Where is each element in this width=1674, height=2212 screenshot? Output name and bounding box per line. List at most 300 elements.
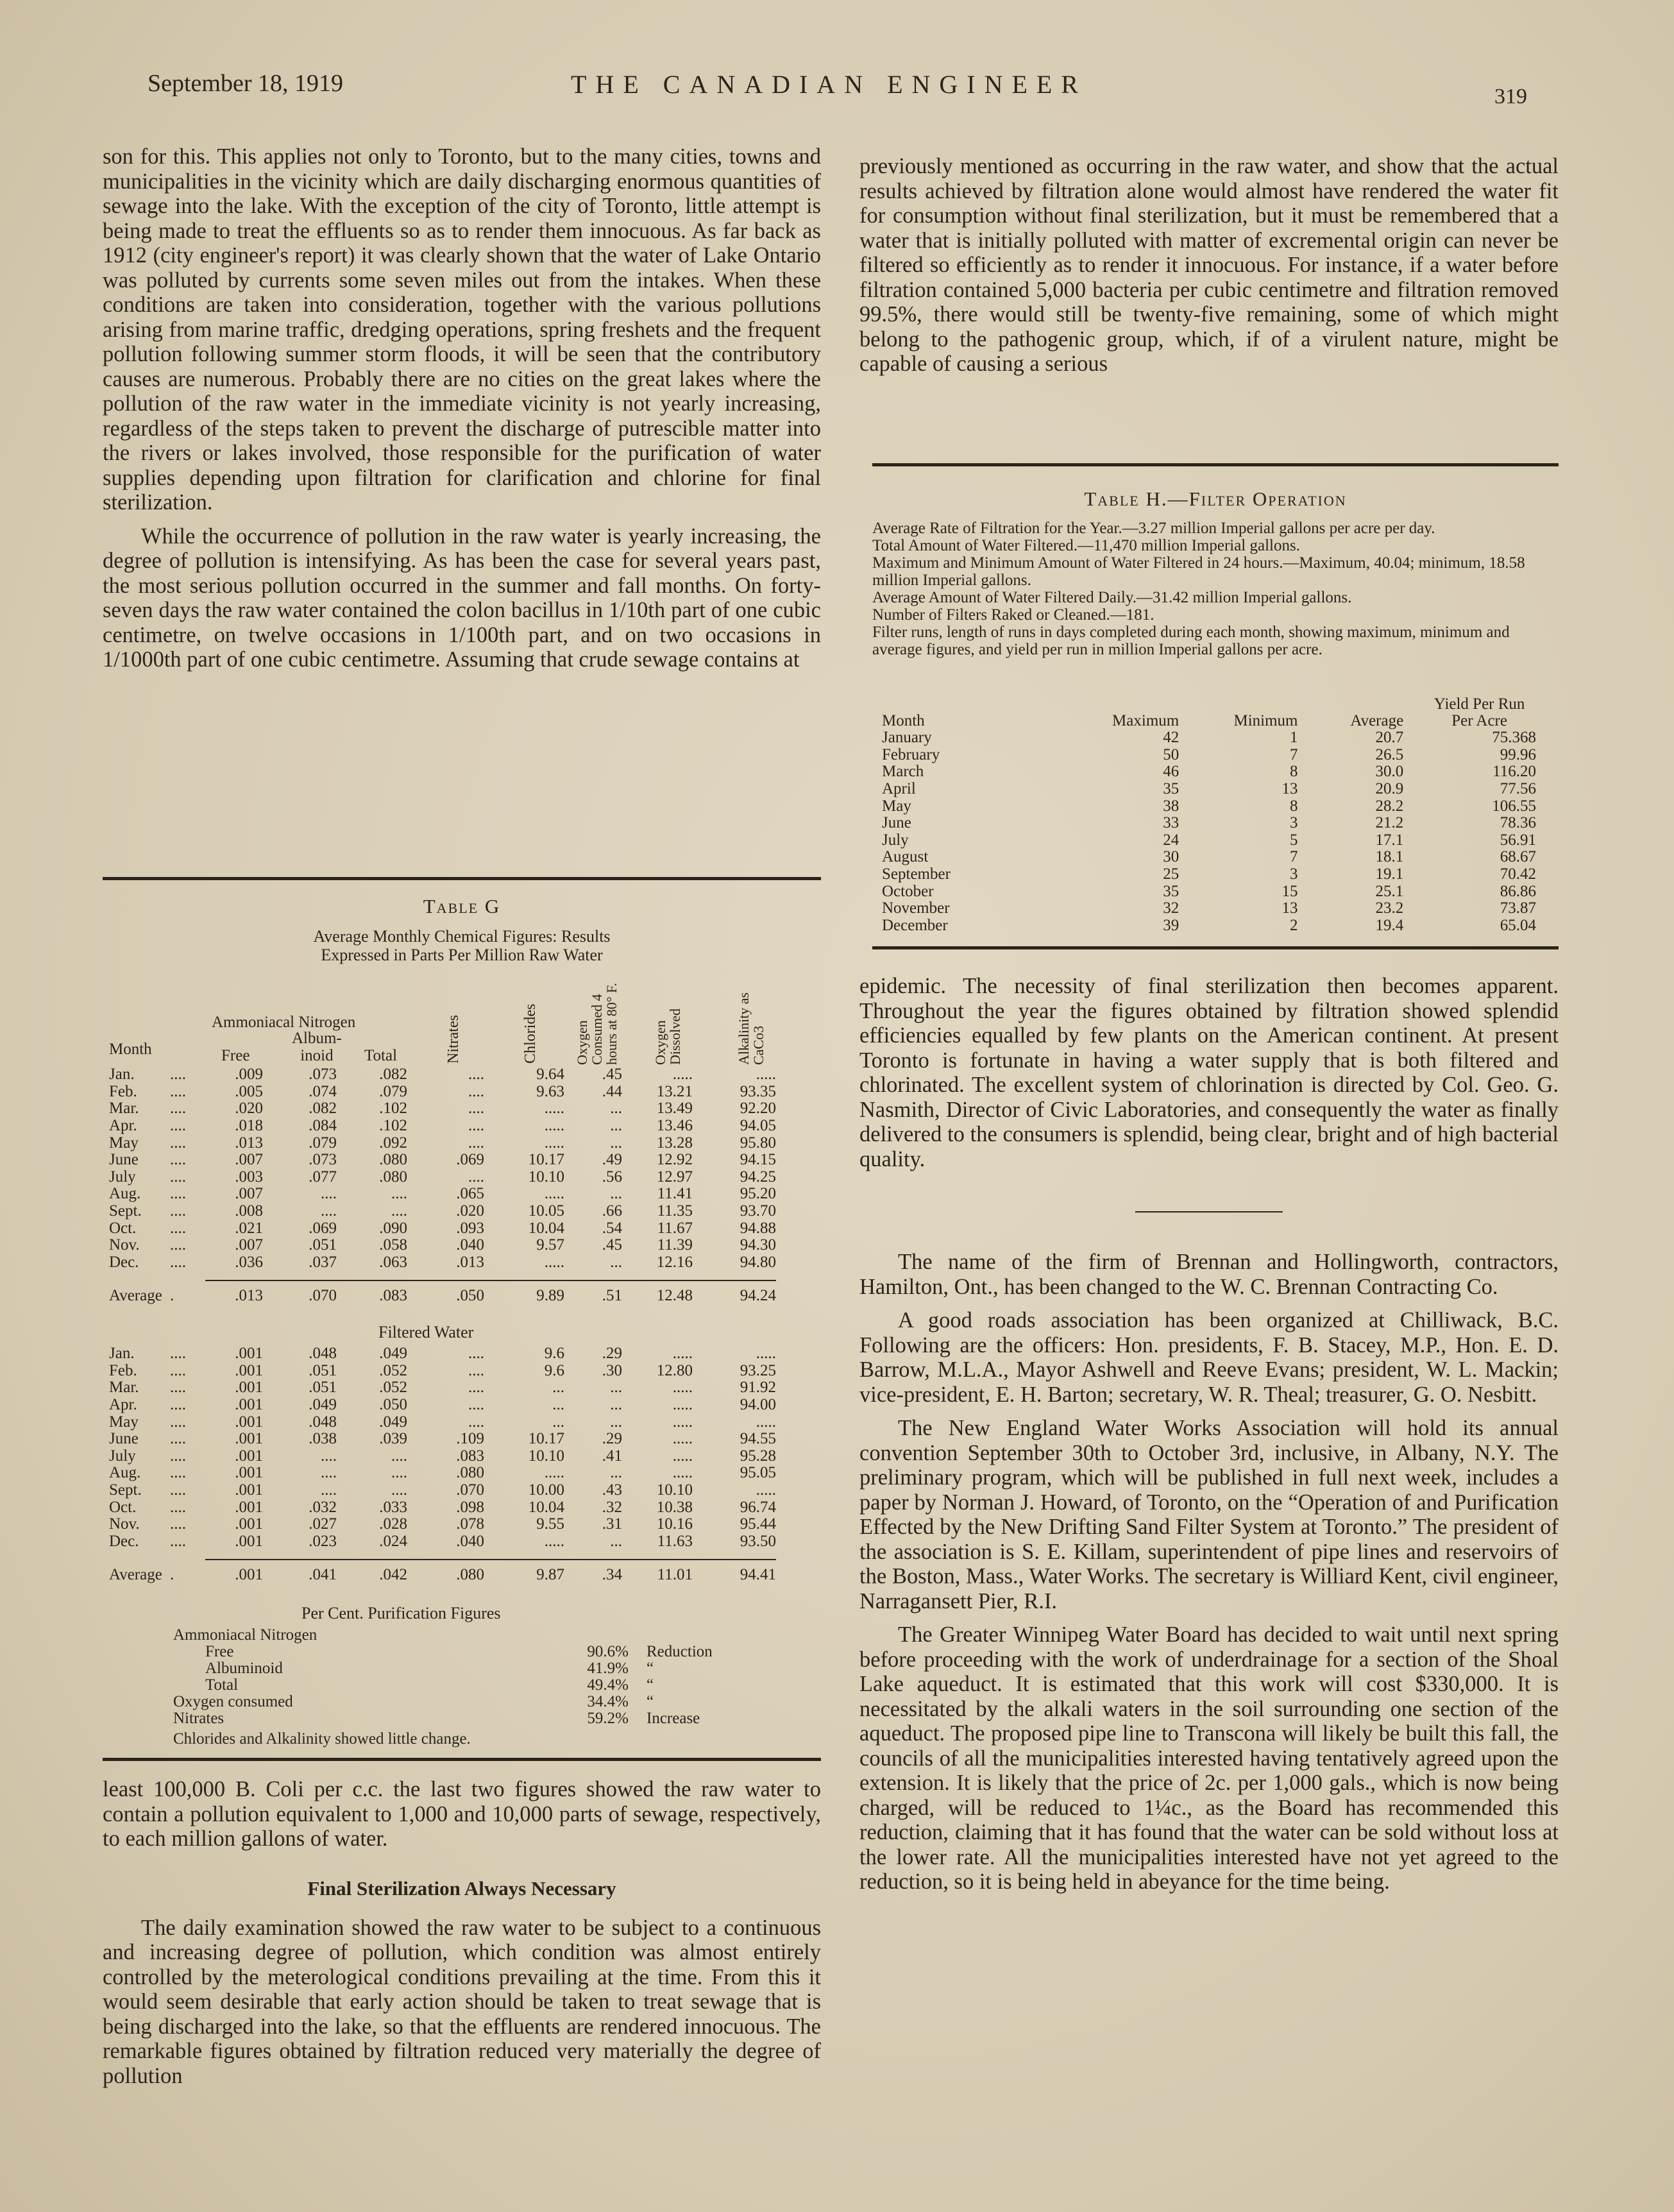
header-date: September 18, 1919: [148, 70, 344, 97]
table-cell: ....: [321, 1185, 337, 1203]
table-cell: .051: [309, 1361, 337, 1379]
table-cell: 50: [1163, 745, 1179, 763]
table-g-raw-water: [109, 1066, 776, 1271]
table-cell: .079: [309, 1134, 337, 1152]
left-column: [103, 144, 821, 672]
table-cell: Albuminoid: [205, 1660, 283, 1677]
table-cell: .001: [235, 1396, 263, 1414]
table-cell: Reduction: [647, 1643, 713, 1660]
table-cell: .033: [379, 1498, 407, 1516]
purification-row: [173, 1694, 718, 1710]
table-h-line-5: Number of Filters Raked or Cleaned.—181.: [872, 606, 1154, 624]
table-cell: .023: [309, 1532, 337, 1550]
table-cell: Nitrates: [173, 1710, 224, 1727]
left-paragraph-1: son for this. This applies not only to Toronto, but to the many cities, towns and municipalities in the vicinity which are daily discharging enormous quantities of sewage into the lake. With the exception of the city of Toronto, little attempt is being made to treat the effluents so as to render them innocuous. As far back as 1912 (city engineer's report) it was clearly shown that the water of Lake Ontario was polluted by currents some seven miles out from the intakes. When these conditions are taken into consideration, together with the various pollutions arising from marine traffic, dredging operations, spring freshets and the frequent pollution following summer storm floods, it will be seen that the contributory causes are numerous. Probably there are no cities on the great lakes where the pollution of the raw water in the immediate vicinity is not yearly increasing, regardless of the steps taken to prevent the discharge of putrescible matter into the rivers or lakes involved, those responsible for the purification of water supplies depending upon filtration for clarification and chlorine for final sterilization.: [103, 144, 821, 515]
table-cell: 25.1: [1375, 882, 1404, 900]
table-cell: .051: [309, 1379, 337, 1397]
table-cell: Jan.: [109, 1345, 135, 1363]
table-g-raw-row: [109, 1169, 776, 1186]
right-paragraph-2: epidemic. The necessity of final sterilization then becomes apparent. Throughout the year the figures obtained by filtration showed splendid efficiencies equalled by few plants on the American continent. At present Toronto is fortunate in having a water supply that is both filtered and chlorinated. The excellent system of chlorination is directed by Col. Geo. G. Nasmith, Director of Civic Laboratories, and consequently the water as finally delivered to the consumers is splendid, being clear, bright and of high bacterial quality.: [859, 974, 1559, 1171]
table-cell: 9.55: [536, 1515, 564, 1533]
table-cell: 95.20: [740, 1185, 776, 1203]
table-cell: ...: [610, 1253, 622, 1271]
table-cell: 10.17: [528, 1430, 564, 1448]
table-cell: May: [109, 1134, 139, 1152]
table-cell: .083: [456, 1447, 484, 1465]
table-h-row: [882, 747, 1555, 764]
table-g-raw-row: [109, 1220, 776, 1237]
table-cell: ....: [468, 1066, 484, 1084]
table-cell: 41.9%: [587, 1660, 629, 1677]
table-cell: ....: [170, 1361, 186, 1379]
table-cell: ....: [468, 1345, 484, 1363]
table-cell: ....: [170, 1100, 186, 1118]
table-cell: ....: [321, 1447, 337, 1465]
table-g-filtered-row: [109, 1499, 776, 1516]
table-cell: ...: [610, 1532, 622, 1550]
table-cell: Nov.: [109, 1236, 140, 1254]
table-cell: “: [647, 1693, 654, 1710]
table-cell: ....: [391, 1481, 407, 1499]
table-cell: ...: [610, 1134, 622, 1152]
table-cell: .....: [672, 1464, 693, 1482]
table-g-raw-row: [109, 1237, 776, 1254]
table-cell: .013: [235, 1134, 263, 1152]
table-cell: 26.5: [1375, 745, 1404, 763]
table-cell: 94.30: [740, 1236, 776, 1254]
table-cell: ....: [170, 1447, 186, 1465]
table-cell: Mar.: [109, 1100, 139, 1118]
table-cell: Increase: [647, 1710, 700, 1727]
table-cell: Feb.: [109, 1082, 137, 1100]
table-cell: .44: [602, 1082, 622, 1100]
table-cell: 1: [1290, 729, 1298, 747]
table-cell: .009: [235, 1066, 263, 1084]
table-cell: 30.0: [1375, 763, 1404, 781]
table-cell: .036: [235, 1253, 263, 1271]
table-cell: .018: [235, 1117, 263, 1135]
table-cell: 99.96: [1500, 745, 1536, 763]
purification-row: [173, 1644, 718, 1660]
table-cell: December: [882, 916, 948, 934]
table-cell: Free: [205, 1643, 234, 1660]
table-cell: Oct.: [109, 1219, 137, 1237]
table-h-row: [882, 900, 1555, 917]
table-cell: ...: [552, 1396, 564, 1414]
table-cell: .41: [602, 1447, 622, 1465]
purification-title: Per Cent. Purification Figures: [301, 1604, 501, 1622]
table-cell: ....: [391, 1202, 407, 1220]
table-h-bottom-rule: [872, 946, 1559, 949]
table-cell: June: [882, 814, 911, 832]
table-cell: 20.7: [1375, 729, 1404, 747]
table-g-top-rule: [103, 877, 821, 880]
table-cell: ....: [170, 1481, 186, 1499]
table-g-filtered-sum-rule: [205, 1559, 776, 1560]
table-g-col-albuminoid: Album- inoid: [292, 1030, 342, 1064]
table-cell: 13: [1281, 780, 1298, 798]
table-cell: ....: [170, 1185, 186, 1203]
table-g-filtered-row: [109, 1397, 776, 1414]
table-cell: .....: [672, 1066, 693, 1084]
table-cell: Average: [109, 1287, 162, 1305]
table-cell: ...: [610, 1413, 622, 1431]
table-cell: 39: [1163, 916, 1179, 934]
table-cell: .29: [602, 1430, 622, 1448]
table-cell: ....: [170, 1151, 186, 1169]
table-g-subtitle: Average Monthly Chemical Figures: Results Expressed in Parts Per Million Raw Water: [313, 927, 611, 964]
table-cell: 19.1: [1375, 865, 1404, 883]
table-cell: ....: [321, 1481, 337, 1499]
table-cell: 32: [1163, 899, 1179, 917]
table-cell: June: [109, 1430, 139, 1448]
table-cell: 7: [1290, 745, 1298, 763]
table-cell: .098: [456, 1498, 484, 1516]
table-cell: .007: [235, 1185, 263, 1203]
table-cell: May: [109, 1413, 139, 1431]
table-cell: ....: [170, 1134, 186, 1152]
purification-note: Chlorides and Alkalinity showed little change.: [173, 1730, 471, 1748]
table-cell: Oxygen consumed: [173, 1693, 293, 1710]
table-g-filtered-row: [109, 1482, 776, 1499]
table-cell: .....: [544, 1134, 564, 1152]
table-h: [872, 488, 1559, 658]
table-g: [103, 895, 821, 964]
table-h-row: [882, 866, 1555, 883]
table-cell: .028: [379, 1515, 407, 1533]
table-cell: 28.2: [1375, 797, 1404, 815]
table-cell: .073: [309, 1151, 337, 1169]
table-cell: ....: [170, 1117, 186, 1135]
table-cell: 8: [1290, 763, 1298, 781]
table-h-title: Table H.—Filter Operation: [1084, 488, 1347, 510]
table-cell: .082: [309, 1100, 337, 1118]
table-cell: .45: [602, 1066, 622, 1084]
table-g-raw-row: [109, 1066, 776, 1084]
table-cell: .003: [235, 1168, 263, 1186]
table-cell: .001: [235, 1379, 263, 1397]
left-paragraph-2: While the occurrence of pollution in the raw water is yearly increasing, the degree of pollution is intensifying. As has been the case for several years past, the most serious pollution occurred in the summer and fall months. On forty-seven days the raw water contained the colon bacillus in 1/10th part of one cubic centimetre, on twelve occasions in 1/100th part, and on two occasions in 1/1000th part of one cubic centimetre. Assuming that crude sewage contains at: [103, 523, 821, 672]
table-cell: .020: [235, 1100, 263, 1118]
table-cell: .001: [235, 1566, 263, 1584]
table-g-raw-row: [109, 1134, 776, 1152]
table-cell: Oct.: [109, 1498, 137, 1516]
table-cell: .092: [379, 1134, 407, 1152]
table-cell: .050: [456, 1287, 484, 1305]
table-cell: .....: [544, 1464, 564, 1482]
table-cell: .54: [602, 1219, 622, 1237]
table-cell: 12.92: [656, 1151, 693, 1169]
table-cell: .....: [756, 1066, 776, 1084]
table-g-col-free: Free: [221, 1047, 250, 1064]
table-cell: .093: [456, 1219, 484, 1237]
table-g-raw-row: [109, 1084, 776, 1101]
table-cell: .020: [456, 1202, 484, 1220]
table-cell: March: [882, 763, 924, 781]
table-cell: 10.10: [528, 1168, 564, 1186]
table-g-filtered-row: [109, 1465, 776, 1482]
table-g-col-month: Month: [109, 1041, 152, 1058]
table-cell: .....: [672, 1379, 693, 1397]
table-cell: .007: [235, 1151, 263, 1169]
table-cell: 18.1: [1375, 848, 1404, 866]
table-cell: ...: [610, 1117, 622, 1135]
table-cell: .080: [379, 1168, 407, 1186]
table-cell: January: [882, 729, 932, 747]
table-cell: .040: [456, 1532, 484, 1550]
table-cell: .31: [602, 1515, 622, 1533]
table-cell: April: [882, 780, 916, 798]
table-cell: .038: [309, 1430, 337, 1448]
table-cell: “: [647, 1660, 654, 1677]
page-number: 319: [1494, 85, 1527, 108]
table-cell: .090: [379, 1219, 407, 1237]
news-item-1: The name of the firm of Brennan and Hollingworth, contractors, Hamilton, Ont., has been changed to the W. C. Brennan Contracting Co.: [859, 1250, 1559, 1299]
table-cell: 93.50: [740, 1532, 776, 1550]
table-cell: ...: [610, 1396, 622, 1414]
table-h-col-min: Minimum: [1233, 712, 1298, 729]
news-item-4: The Greater Winnipeg Water Board has decided to wait until next spring before proceeding with the work of underdrainage for a section of the Shoal Lake aqueduct. It is estimated that this work will cost $330,000. It is necessitated by the alkali waters in the soil surrounding one section of the aqueduct. The proposed pipe line to Transcona will likely be built this fall, the councils of all the municipalities interested having tentatively agreed upon the extension. It is likely that the price of 2c. per 1,000 gals., which is now being charged, will be reduced to 1¼c., as the Board has recommended this reduction, claiming that it has found that the water can be sold without loss at the lower rate. All the municipalities interested have not yet agreed to the reduction, so it is being held in abeyance for the time being.: [859, 1622, 1559, 1894]
table-cell: ....: [468, 1082, 484, 1100]
table-cell: 9.6: [544, 1361, 564, 1379]
table-cell: 9.6: [544, 1345, 564, 1363]
table-cell: 94.88: [740, 1219, 776, 1237]
table-cell: Aug.: [109, 1464, 141, 1482]
table-cell: 95.05: [740, 1464, 776, 1482]
table-g-filtered-row: [109, 1379, 776, 1397]
table-cell: 68.67: [1500, 848, 1536, 866]
table-cell: 2: [1290, 916, 1298, 934]
table-cell: .001: [235, 1481, 263, 1499]
table-cell: ....: [170, 1082, 186, 1100]
table-cell: 78.36: [1500, 814, 1536, 832]
table-cell: .....: [672, 1396, 693, 1414]
table-h-col-max: Maximum: [1112, 712, 1179, 729]
purification-row: [173, 1660, 718, 1677]
table-cell: July: [882, 831, 909, 849]
table-cell: ....: [170, 1236, 186, 1254]
table-cell: 94.55: [740, 1430, 776, 1448]
table-cell: 11.63: [657, 1532, 693, 1550]
table-cell: 35: [1163, 882, 1179, 900]
table-cell: .008: [235, 1202, 263, 1220]
purification-group: Ammoniacal Nitrogen: [173, 1626, 317, 1644]
table-cell: 49.4%: [587, 1676, 629, 1694]
table-g-title: Table G: [423, 895, 501, 917]
table-cell: 11.35: [657, 1202, 693, 1220]
table-g-group-header: Ammoniacal Nitrogen: [212, 1014, 356, 1031]
table-cell: 10.16: [656, 1515, 693, 1533]
table-g-raw-row: [109, 1254, 776, 1272]
table-cell: ....: [391, 1464, 407, 1482]
table-cell: 7: [1290, 848, 1298, 866]
table-h-line-3: Maximum and Minimum Amount of Water Filtered in 24 hours.—Maximum, 40.04; minimum, 18.58 million Imperial gallons.: [872, 554, 1525, 589]
table-cell: 93.70: [740, 1202, 776, 1220]
table-h-col-yield: Yield Per Run Per Acre: [1433, 695, 1525, 729]
table-cell: .058: [379, 1236, 407, 1254]
table-cell: 19.4: [1375, 916, 1404, 934]
table-cell: .001: [235, 1447, 263, 1465]
table-cell: .052: [379, 1379, 407, 1397]
table-g-raw-row: [109, 1152, 776, 1169]
table-cell: ....: [170, 1498, 186, 1516]
table-cell: ....: [170, 1379, 186, 1397]
table-cell: 15: [1281, 882, 1298, 900]
table-cell: ....: [170, 1430, 186, 1448]
table-cell: 106.55: [1492, 797, 1536, 815]
table-cell: 13: [1281, 899, 1298, 917]
table-cell: .079: [379, 1082, 407, 1100]
table-h-row: [882, 763, 1555, 781]
table-cell: .001: [235, 1430, 263, 1448]
table-cell: .: [170, 1566, 174, 1584]
table-cell: ....: [321, 1464, 337, 1482]
table-g-filtered-row: [109, 1431, 776, 1448]
table-cell: .43: [602, 1481, 622, 1499]
table-cell: 5: [1290, 831, 1298, 849]
table-cell: .084: [309, 1117, 337, 1135]
table-cell: July: [109, 1447, 136, 1465]
table-cell: ...: [610, 1185, 622, 1203]
table-cell: Sept.: [109, 1202, 142, 1220]
table-cell: .078: [456, 1515, 484, 1533]
table-cell: .052: [379, 1361, 407, 1379]
table-h-filter-runs: [882, 696, 1555, 934]
table-cell: .041: [309, 1566, 337, 1584]
table-cell: .102: [379, 1117, 407, 1135]
table-cell: .....: [672, 1447, 693, 1465]
table-cell: .30: [602, 1361, 622, 1379]
table-cell: 33: [1163, 814, 1179, 832]
table-cell: August: [882, 848, 929, 866]
table-cell: 11.01: [657, 1566, 693, 1584]
table-cell: .....: [672, 1345, 693, 1363]
table-cell: .037: [309, 1253, 337, 1271]
table-cell: .070: [456, 1481, 484, 1499]
table-cell: July: [109, 1168, 136, 1186]
table-cell: May: [882, 797, 911, 815]
table-cell: .077: [309, 1168, 337, 1186]
table-cell: 95.28: [740, 1447, 776, 1465]
table-cell: .102: [379, 1100, 407, 1118]
table-cell: 10.04: [528, 1498, 564, 1516]
table-cell: 11.67: [657, 1219, 693, 1237]
table-cell: ....: [170, 1219, 186, 1237]
table-cell: Dec.: [109, 1532, 139, 1550]
table-g-filtered-average: [109, 1567, 776, 1584]
table-cell: .082: [379, 1066, 407, 1084]
table-cell: 24: [1163, 831, 1179, 849]
table-cell: .049: [379, 1413, 407, 1431]
table-cell: .109: [456, 1430, 484, 1448]
table-cell: 10.00: [528, 1481, 564, 1499]
table-cell: .039: [379, 1430, 407, 1448]
table-cell: .....: [544, 1532, 564, 1550]
table-cell: .049: [379, 1345, 407, 1363]
table-cell: .51: [602, 1287, 622, 1305]
table-g-filtered-water: [109, 1345, 776, 1550]
table-cell: ....: [170, 1253, 186, 1271]
table-cell: 8: [1290, 797, 1298, 815]
header-title: THE CANADIAN ENGINEER: [571, 70, 1088, 99]
table-cell: 10.38: [656, 1498, 693, 1516]
table-h-col-month: Month: [882, 712, 925, 729]
table-cell: .069: [309, 1219, 337, 1237]
table-cell: 12.80: [656, 1361, 693, 1379]
table-cell: ...: [552, 1379, 564, 1397]
table-cell: .051: [309, 1236, 337, 1254]
table-cell: 91.92: [740, 1379, 776, 1397]
table-cell: 95.80: [740, 1134, 776, 1152]
table-cell: 35: [1163, 780, 1179, 798]
news-item-3: The New England Water Works Association will hold its annual convention September 30th to October 3rd, inclusive, in Albany, N.Y. The preliminary program, which will be published in full next week, includes a paper by Norman J. Howard, of Toronto, on the “Operation of and Purification Effected by the New Drifting Sand Filter System at Toronto.” The president of the association is S. E. Killam, superintendent of pipe lines and reservoirs of the Boston, Mass., Water Works. The secretary is Williard Kent, civil engineer, Narragansett Pier, R.I.: [859, 1416, 1559, 1613]
table-g-raw-sum-rule: [205, 1280, 776, 1281]
table-g-bottom-rule: [103, 1758, 821, 1761]
table-cell: .049: [309, 1396, 337, 1414]
table-g-col-chlorides: Chlorides: [522, 1003, 539, 1064]
right-column-body: [859, 974, 1559, 1894]
table-cell: 86.86: [1500, 882, 1536, 900]
table-cell: 92.20: [740, 1100, 776, 1118]
table-h-row: [882, 883, 1555, 900]
table-cell: 20.9: [1375, 780, 1404, 798]
table-cell: 9.57: [536, 1236, 564, 1254]
table-cell: 9.64: [536, 1066, 564, 1084]
table-g-raw-average-row: [109, 1288, 776, 1305]
table-cell: 12.48: [656, 1287, 693, 1305]
table-cell: November: [882, 899, 950, 917]
table-h-line-6: Filter runs, length of runs in days completed during each month, showing maximum, minimum and average figures, and yield per run in million Imperial gallons per acre.: [872, 624, 1510, 658]
table-cell: ....: [170, 1464, 186, 1482]
table-cell: .....: [672, 1413, 693, 1431]
table-cell: October: [882, 882, 934, 900]
table-cell: 65.04: [1500, 916, 1536, 934]
table-cell: .....: [756, 1481, 776, 1499]
table-cell: .66: [602, 1202, 622, 1220]
table-cell: 94.41: [740, 1566, 776, 1584]
table-cell: 9.89: [536, 1287, 564, 1305]
table-h-line-4: Average Amount of Water Filtered Daily.—31.42 million Imperial gallons.: [872, 589, 1352, 606]
table-cell: .001: [235, 1464, 263, 1482]
table-g-col-oxygen-consumed: Oxygen Consumed 4 hours at 80° F.: [574, 982, 620, 1065]
table-cell: 94.80: [740, 1253, 776, 1271]
table-cell: .063: [379, 1253, 407, 1271]
table-cell: ...: [552, 1413, 564, 1431]
table-h-row: [882, 917, 1555, 935]
table-cell: .32: [602, 1498, 622, 1516]
table-g-col-nitrates: Nitrates: [445, 1015, 462, 1064]
table-cell: 75.368: [1492, 729, 1536, 747]
table-cell: .027: [309, 1515, 337, 1533]
table-cell: .070: [309, 1287, 337, 1305]
table-cell: 3: [1290, 814, 1298, 832]
table-h-top-rule: [872, 463, 1559, 466]
table-cell: Nov.: [109, 1515, 140, 1533]
table-cell: .....: [544, 1253, 564, 1271]
table-cell: ...: [610, 1100, 622, 1118]
table-g-raw-row: [109, 1186, 776, 1203]
table-g-filtered-label: Filtered Water: [378, 1323, 474, 1341]
table-cell: .073: [309, 1066, 337, 1084]
right-column-top: [859, 154, 1559, 377]
table-g-filtered-row: [109, 1516, 776, 1533]
table-cell: ....: [468, 1361, 484, 1379]
table-cell: Apr.: [109, 1396, 137, 1414]
table-cell: June: [109, 1151, 139, 1169]
table-g-filtered-row: [109, 1533, 776, 1551]
table-cell: Sept.: [109, 1481, 142, 1499]
table-h-row: [882, 849, 1555, 866]
